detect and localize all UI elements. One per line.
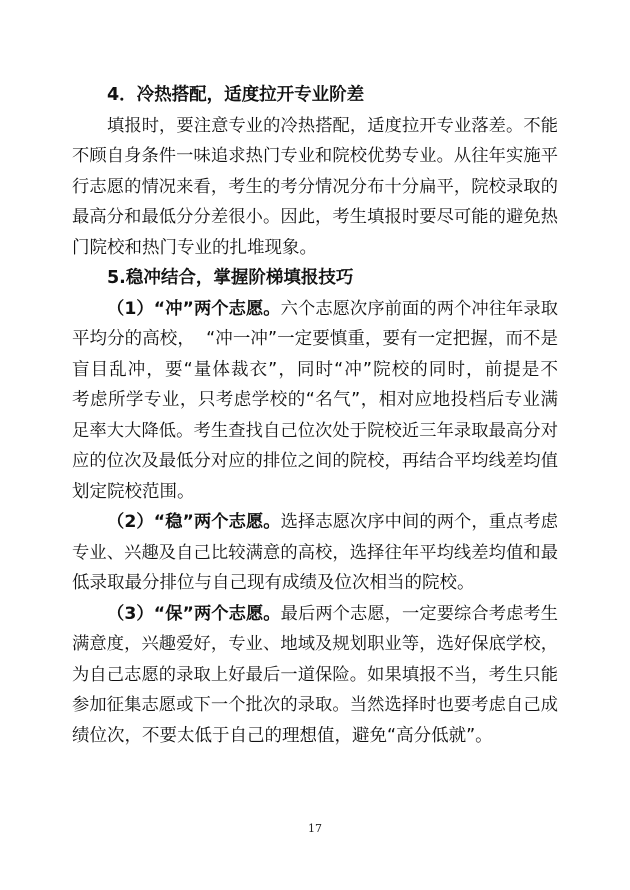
chong-line-6: 应的位次及最低分对应的排位之间的院校，再结合平均线差均值: [72, 451, 558, 471]
chong-line-5: 足率大大降低。考生查找自己位次处于院校近三年录取最高分对: [72, 420, 558, 441]
chong-paragraph-first-line: [72, 294, 558, 325]
section-4-line-4: 最高分和最低分分差很小。因此，考生填报时要尽可能的避免热: [72, 207, 558, 227]
wen-label: （2）“稳”两个志愿。: [107, 512, 281, 532]
chong-label: （1）“冲”两个志愿。: [107, 298, 281, 319]
section-5-heading: 5.稳冲结合，掌握阶梯填报技巧: [107, 268, 354, 288]
section-4-line-2: 不顾自身条件一味追求热门专业和院校优势专业。从往年实施平: [72, 146, 558, 166]
bao-line-5: 绩位次，不要太低于自己的理想值，避免“高分低就”。: [72, 725, 493, 746]
wen-line-3: 低录取最分排位与自己现有成绩及位次相当的院校。: [72, 573, 475, 593]
bao-paragraph-first-line: [72, 599, 558, 630]
chong-line-4: 考虑所学专业，只考虑学校的“名气”，相对应地投档后专业满: [72, 390, 558, 410]
bao-line-2: 满意度，兴趣爱好，专业、地域及规划职业等，选好保底学校，: [72, 634, 558, 654]
wen-line-2: 专业、兴趣及自己比较满意的高校，选择往年平均线差均值和最: [72, 542, 558, 563]
page-number: 17: [308, 822, 322, 835]
wen-first-line-rest: 选择志愿次序中间的两个，重点考虑: [280, 512, 558, 532]
bao-label: （3）“保”两个志愿。: [107, 603, 281, 624]
chong-line-3: 盲目乱冲，要“量体裁衣”，同时“冲”院校的同时，前提是不: [72, 359, 558, 380]
bao-first-line-rest: 最后两个志愿，一定要综合考虑考生: [280, 603, 558, 624]
wen-paragraph-first-line: [72, 507, 558, 538]
page-content: [72, 80, 558, 751]
chong-first-line-rest: 六个志愿次序前面的两个冲往年录取: [280, 298, 558, 319]
chong-line-7: 划定院校范围。: [72, 481, 195, 502]
section-4-line-1: 填报时，要注意专业的冷热搭配，适度拉开专业落差。不能: [107, 115, 558, 136]
section-4-heading: 4．冷热搭配，适度拉开专业阶差: [107, 85, 365, 105]
section-4-line-5: 门院校和热门专业的扎堆现象。: [72, 237, 317, 258]
section-4-line-3: 行志愿的情况来看，考生的考分情况分布十分扁平，院校录取的: [72, 176, 558, 197]
bao-line-4: 参加征集志愿或下一个批次的录取。当然选择时也要考虑自己成: [72, 695, 558, 715]
bao-line-3: 为自己志愿的录取上好最后一道保险。如果填报不当，考生只能: [72, 664, 558, 685]
chong-line-2: 平均分的高校， “冲一冲”一定要慎重，要有一定把握，而不是: [72, 329, 558, 349]
